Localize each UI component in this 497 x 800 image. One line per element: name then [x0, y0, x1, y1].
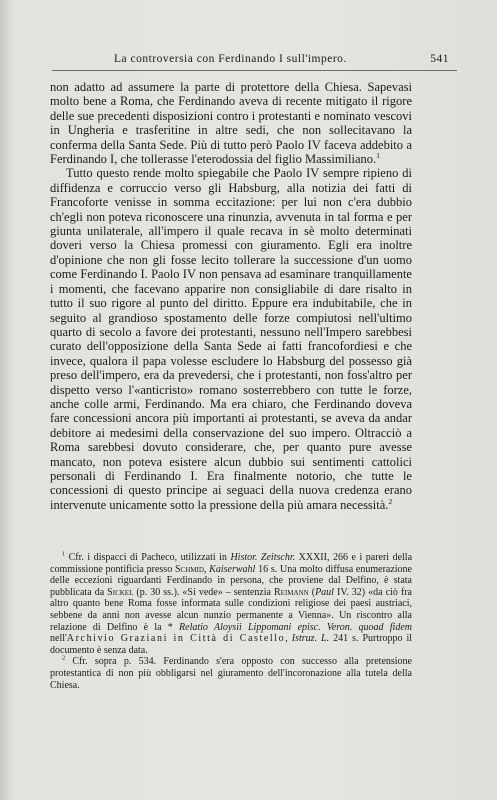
footnote-ref-2: 2 [388, 496, 393, 506]
footnote-1 [50, 552, 412, 656]
footnote-1-text: nell' [50, 633, 67, 645]
main-text [50, 80, 412, 512]
footnote-1-text: 241 s. Purtroppo il documento è senza data. [50, 633, 413, 656]
footnote-2-text: Cfr. sopra p. 534. Ferdinando s'era opposto con successo alla pretensione protestantica di non più obbligarsi nel giuramento dell'incoronazione alla tutela della Chiesa. [50, 656, 412, 691]
book-title: Paul [315, 586, 334, 598]
footnote-1-text: , [203, 563, 210, 575]
archive-name: Archivio Graziani in Città di Castello [66, 633, 286, 645]
journal-title: Histor. Zeitschr. [230, 552, 296, 563]
author-name: Reimann [274, 586, 309, 598]
author-name: Sickel [107, 586, 134, 598]
book-title: Kaiserwahl [209, 563, 256, 575]
running-title: La controversia con Ferdinando I sull'impero. [114, 53, 347, 65]
paragraph-2-text: Tutto questo rende molto spiegabile che Paolo IV sempre ripieno di diffidenza e corruccio verso gli Habsburg, alla notizia dei fatti di Francoforte venisse in somma eccitazione: per lui non c'era dubbio ch'egli non poteva riconoscere una rinunzia, avvenuta in tal forma e per giunta unilaterale, all'impero il quale recava in sè molto determinati doveri verso la Chiesa promessi con giuramento. Egli era inoltre d'opinione che non gli fosse lecito tollerare la successione d'un uomo come Ferdinando I. Paolo IV non pensava ad esaminare tranquillamente i momenti, che facevano apparire non consigliabile di dare risalto in tutto il suo rigore al punto del diritto. Eppure era indubitabile, che in seguito al grandioso spostamento delle forze compiutosi nell'ultimo quarto di secolo a favore dei protestanti, nessuno nell'Impero sarebbesi curato dell'opposizione della Santa Sede ai fatti francofordiesi e che invece, qualora il papa volesse escludere lo Habsburg del possesso già preso dell'impero, era da prevedersi, che i protestanti, non foss'altro per dispetto verso l'«anticristo» romano sosterrebbero con tutte le forze, anche colle armi, Ferdinando. Ma era chiaro, che Ferdinando doveva fare concessioni ancora più importanti ai protestanti, se aveva da andar debitore ai medesimi della conservazione del suo impero. Oltracciò a Roma sarebbesi dovuto considerare, che, per quanto pure avesse mancato, non poteva esistere alcun dubbio sui sentimenti cattolici personali di Ferdinando I. Era finalmente notorio, che tutte le concessioni di questo principe ai seguaci della nuova credenza erano intervenute unicamente sotto la pressione della più amara necessità. [50, 166, 412, 512]
footnote-1-text: Cfr. i dispacci di Pacheco, utilizzati in [68, 552, 231, 563]
document-title: Relatio Aloysii Lippomani episc. Veron. quoad fidem [179, 621, 412, 633]
footnote-1-text: , [285, 633, 292, 645]
footnote-1-text: XXXII, 266 e i pareri della commissione pontificia presso [50, 552, 413, 575]
paragraph-1 [50, 80, 412, 166]
author-name: Schmid [174, 563, 204, 575]
footnote-1-mark: 1 [62, 550, 66, 558]
footnote-1-text: IV. 32) «da ciò fra altro quanto bene Roma fosse informata sulle condizioni religiose dei paesi austriaci, sebbene da anni non avesse alcun nunzio permanente a Vienna». Un riscontro alla relazione di Delfino è la * [50, 586, 412, 633]
footnote-2 [50, 656, 412, 691]
page-number: 541 [430, 53, 449, 65]
footnotes [50, 552, 412, 691]
footnote-ref-1: 1 [376, 150, 381, 160]
footnote-2-mark: 2 [62, 655, 66, 663]
footnote-1-text: ( [308, 586, 316, 598]
footnote-1-text: 16 s. Una molto diffusa enumerazione delle eccezioni riguardanti Ferdinando in persona, che proviene dal Delfino, è stata pubblicata da [50, 563, 413, 598]
paragraph-1-text: non adatto ad assumere la parte di protettore della Chiesa. Sapevasi molto bene a Roma, che Ferdinando aveva di recente mitigato il rigore delle sue precedenti disposizioni contro i protestanti e nominato vescovi in Ungheria e trasferitine in altre sedi, che non sollecitavano la conferma della Santa Sede. Più di tutto però Paolo IV faceva addebito a Ferdinando I, che tollerasse l'eterodossia del figlio Massimiliano. [50, 80, 412, 167]
footnote-1-text: (p. 30 ss.). «Si vede» – sentenzia [133, 586, 275, 598]
archive-reference: Istruz. L. [291, 633, 330, 645]
paragraph-2 [50, 166, 412, 512]
running-header [52, 52, 457, 71]
